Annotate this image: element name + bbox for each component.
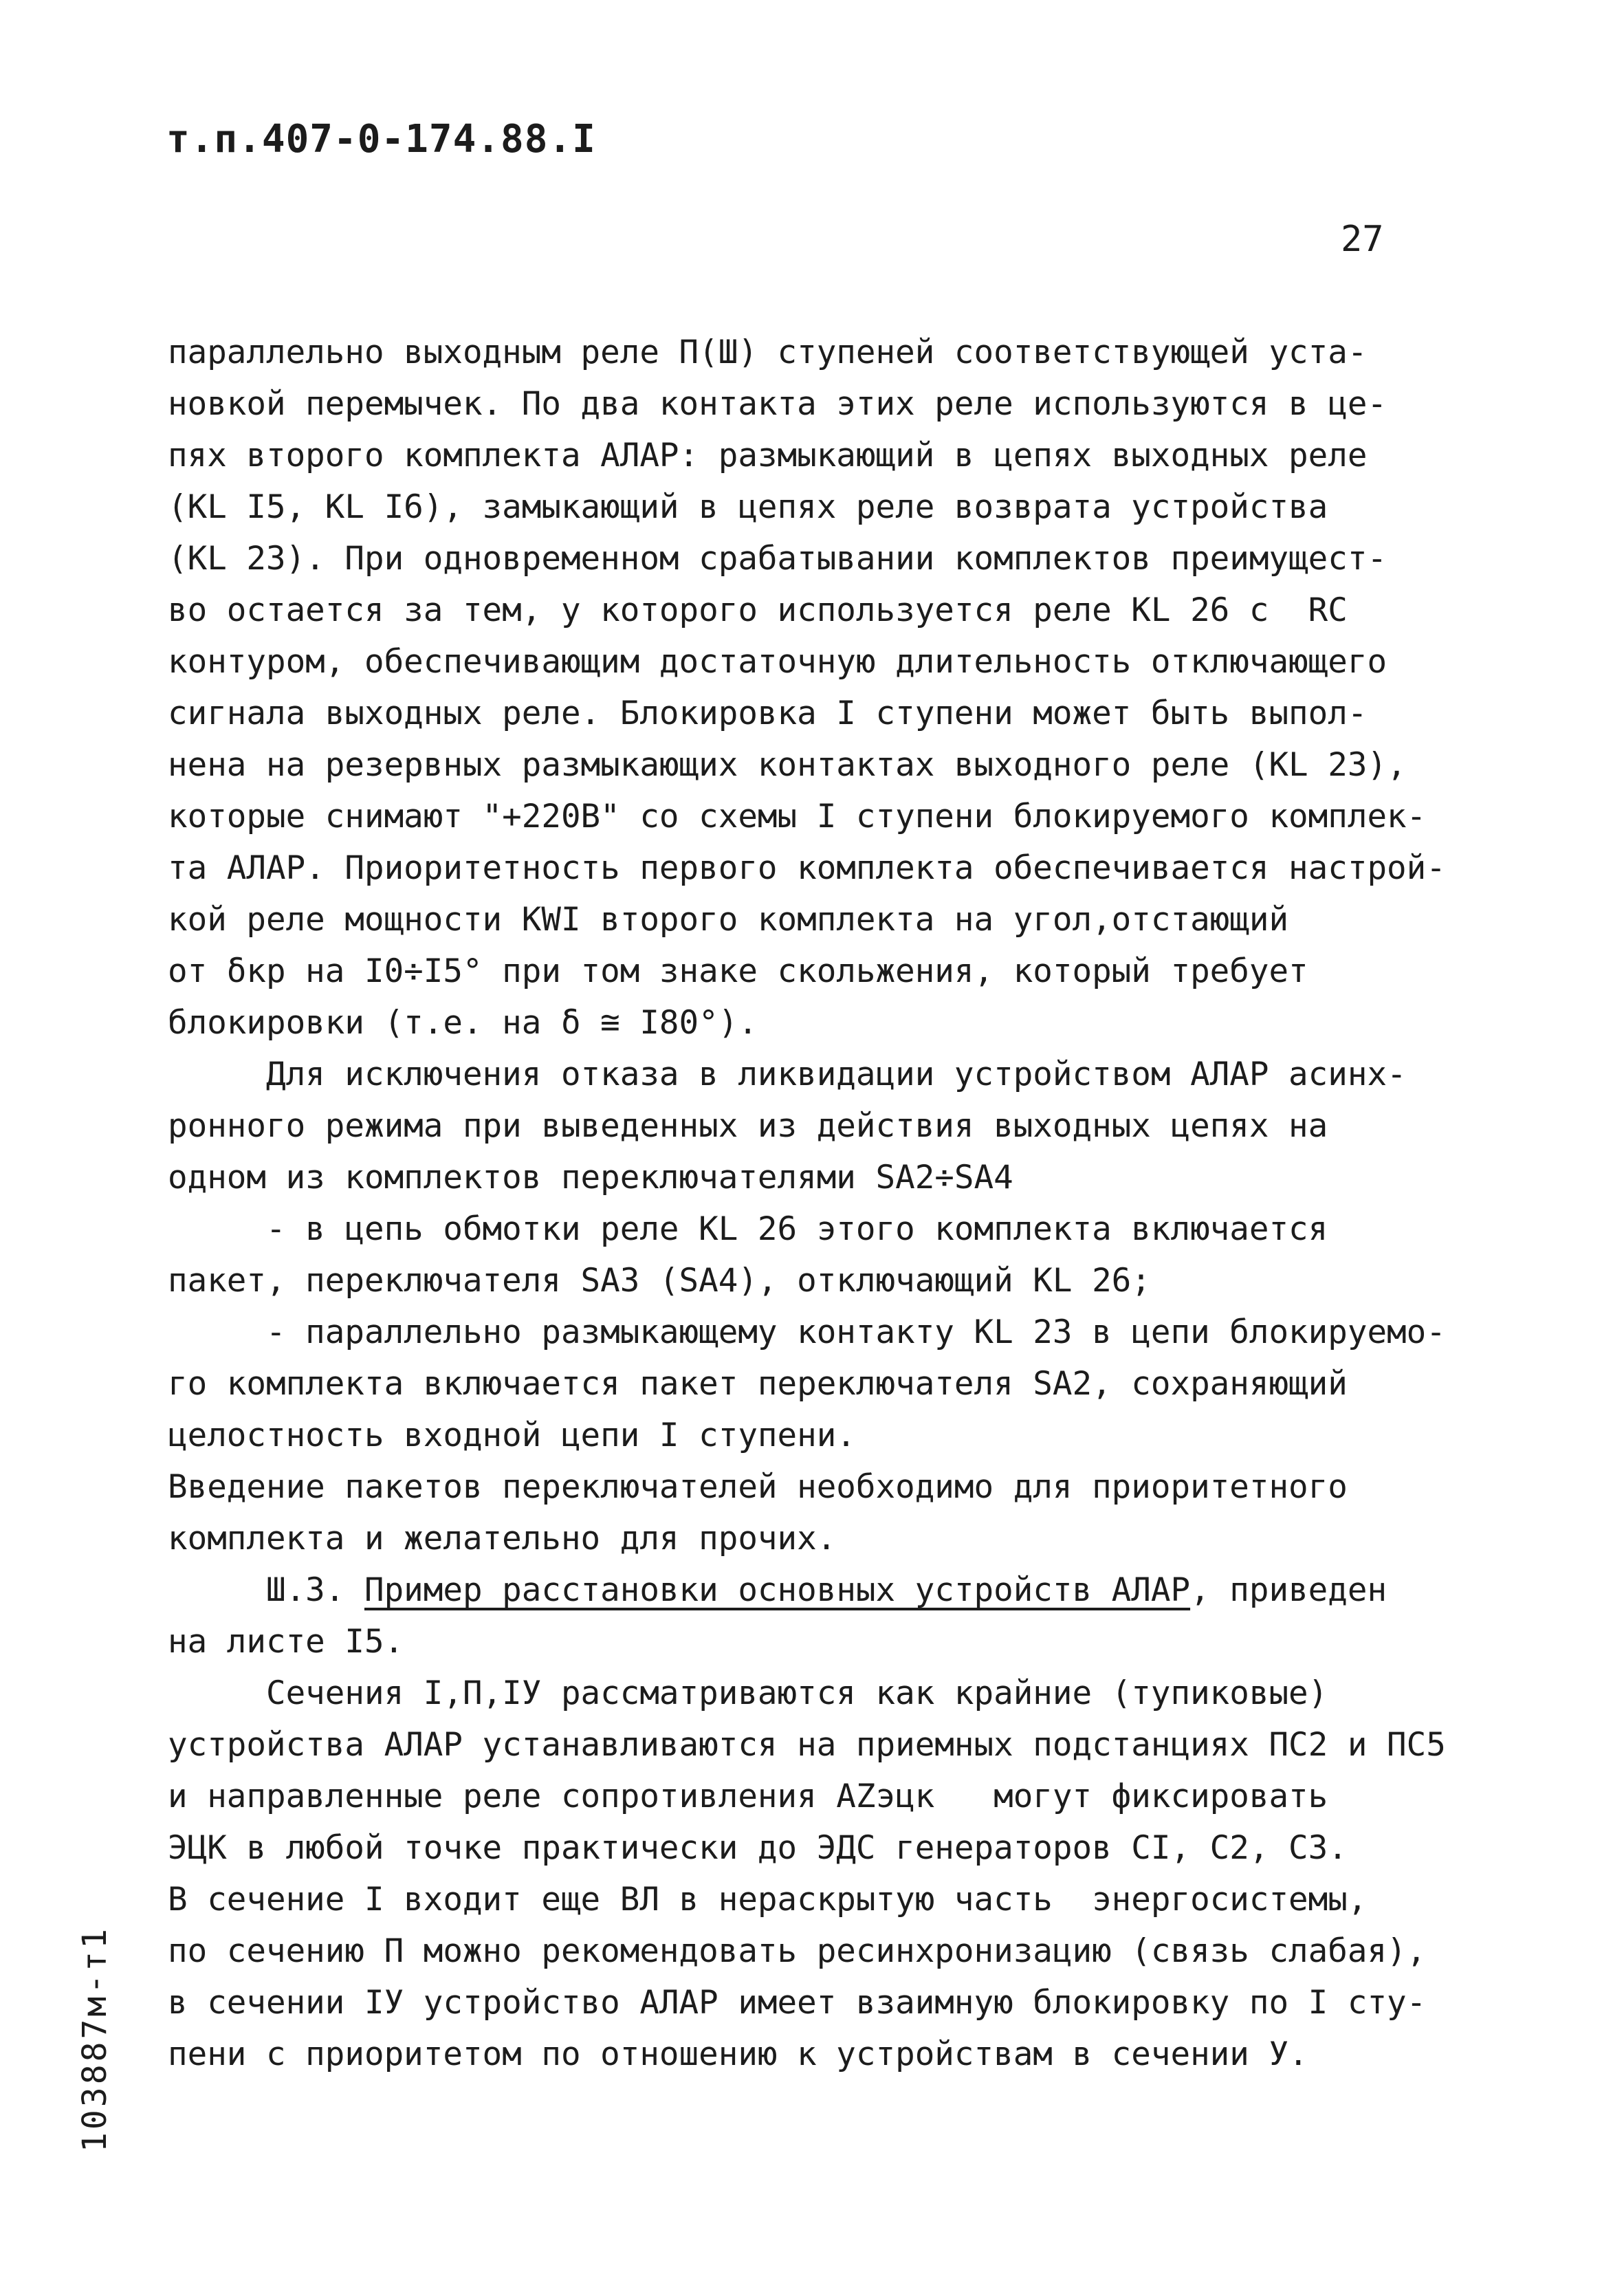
text-line: комплекта и желательно для прочих. [168, 1520, 837, 1557]
text-line: кой реле мощности KWI второго комплекта на угол,отстающий [168, 901, 1289, 939]
text-line: параллельно выходным реле П(Ш) ступеней соответствующей уста- [168, 334, 1368, 371]
section-suffix: , приведен [1190, 1571, 1387, 1609]
text-line: по сечению П можно рекомендовать ресинхронизацию (связь слабая), [168, 1932, 1427, 1970]
text-line [168, 1564, 1550, 1616]
text-line: Для исключения отказа в ликвидации устройством АЛАР асинх- [168, 1056, 1407, 1093]
text-line: (KL 23). При одновременном срабатывании комплектов преимущест- [168, 540, 1387, 578]
text-line: одном из комплектов переключателями SA2÷SA4 [168, 1159, 1013, 1196]
text-line: новкой перемычек. По два контакта этих реле используются в це- [168, 385, 1387, 423]
text-line: во остается за тем, у которого используется реле KL 26 с RC [168, 591, 1348, 629]
text-line: В сечение I входит еще ВЛ в нераскрытую часть энергосистемы, [168, 1881, 1368, 1918]
text-line: сигнала выходных реле. Блокировка I ступени может быть выпол- [168, 695, 1368, 732]
section-prefix: Ш.3. [168, 1571, 364, 1609]
text-line: и направленные реле сопротивления AZэцк могут фиксировать [168, 1778, 1328, 1815]
document-code: т.п.407-0-174.88.I [166, 117, 596, 162]
text-line: (KL I5, KL I6), замыкающий в цепях реле возврата устройства [168, 488, 1328, 526]
margin-archive-number: 103887м-т1 [76, 1926, 114, 2152]
text-line: го комплекта включается пакет переключателя SA2, сохраняющий [168, 1365, 1348, 1403]
text-line: та АЛАР. Приоритетность первого комплекта обеспечивается настрой- [168, 849, 1446, 887]
body-text [168, 327, 1550, 2080]
text-line: - параллельно размыкающему контакту KL 23 в цепи блокируемо- [168, 1313, 1446, 1351]
section-title-underlined: Пример расстановки основных устройств АЛАР [364, 1571, 1191, 1609]
text-line: пакет, переключателя SA3 (SA4), отключающий KL 26; [168, 1262, 1151, 1300]
text-line: пени с приоритетом по отношению к устройствам в сечении У. [168, 2035, 1308, 2073]
page-number: 27 [1341, 219, 1384, 260]
text-line: устройства АЛАР устанавливаются на приемных подстанциях ПС2 и ПС5 [168, 1726, 1446, 1764]
text-line: блокировки (т.е. на δ ≅ I80°). [168, 1004, 758, 1042]
text-line: пях второго комплекта АЛАР: размыкающий в цепях выходных реле [168, 437, 1368, 474]
text-line: которые снимают "+220В" со схемы I ступени блокируемого комплек- [168, 798, 1427, 835]
text-line: ронного режима при выведенных из действия выходных цепях на [168, 1107, 1328, 1145]
text-line: - в цепь обмотки реле KL 26 этого комплекта включается [168, 1210, 1328, 1248]
text-line: контуром, обеспечивающим достаточную длительность отключающего [168, 643, 1387, 681]
text-line: на листе I5. [168, 1623, 404, 1661]
text-line: ЭЦК в любой точке практически до ЭДС генераторов CI, C2, C3. [168, 1829, 1348, 1867]
text-line: нена на резервных размыкающих контактах выходного реле (KL 23), [168, 746, 1407, 784]
text-line: целостность входной цепи I ступени. [168, 1417, 856, 1454]
text-line: в сечении IУ устройство АЛАР имеет взаимную блокировку по I сту- [168, 1984, 1427, 2022]
text-line: Введение пакетов переключателей необходимо для приоритетного [168, 1468, 1348, 1506]
text-line: от δкр на I0÷I5° при том знаке скольжения, который требует [168, 952, 1308, 990]
text-line: Сечения I,П,IУ рассматриваются как крайние (тупиковые) [168, 1674, 1328, 1712]
